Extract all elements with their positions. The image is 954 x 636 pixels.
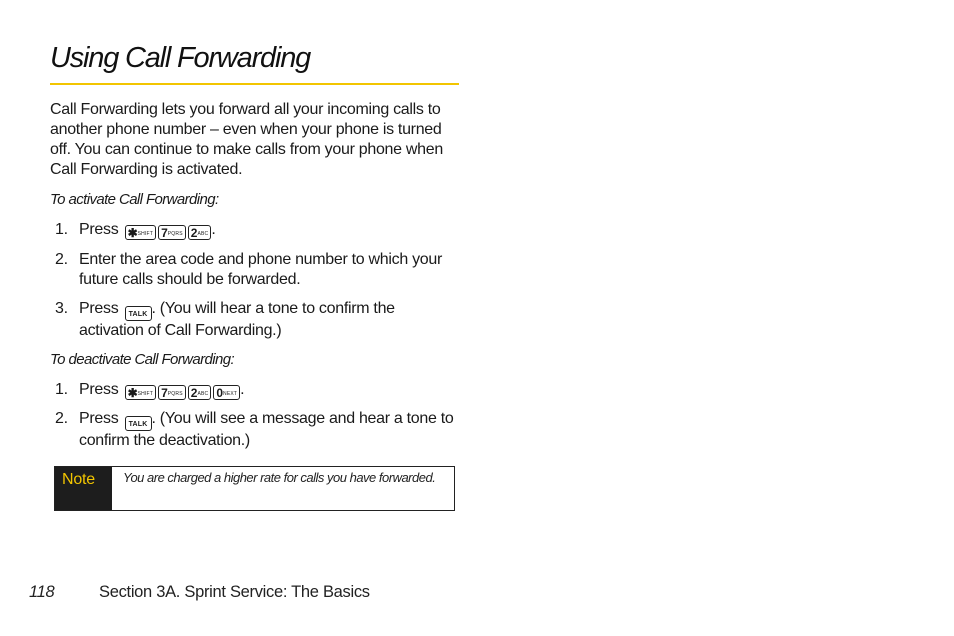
- step-prefix: Press: [79, 410, 119, 427]
- zero-next-key-icon: 0NEXT: [213, 385, 240, 400]
- step-suffix: .: [211, 221, 216, 238]
- step-prefix: Press: [79, 221, 119, 238]
- deactivate-step-2: [55, 409, 455, 449]
- step-text: Enter the area code and phone number to which your future calls should be forwarded.: [79, 251, 443, 288]
- talk-key-icon: TALK: [125, 416, 152, 431]
- seven-pqrs-key-icon: 7PQRS: [158, 225, 186, 240]
- step-prefix: Press: [79, 300, 119, 317]
- step-number: 1.: [55, 221, 68, 238]
- section-title: Section 3A. Sprint Service: The Basics: [99, 583, 370, 601]
- note-text: You are charged a higher rate for calls you have forwarded.: [123, 470, 436, 485]
- activate-step-2: [55, 250, 455, 290]
- deactivate-step-1: [55, 380, 455, 400]
- step-suffix: .: [240, 381, 245, 398]
- talk-key-icon: TALK: [125, 306, 152, 321]
- star-shift-key-icon: ✱SHIFT: [125, 225, 157, 240]
- page-number: 118: [29, 583, 55, 601]
- step-number: 2.: [55, 251, 68, 268]
- step-number: 3.: [55, 300, 68, 317]
- intro-paragraph: Call Forwarding lets you forward all your incoming calls to another phone number – even when your phone is turned off. You can continue to make calls from your phone when Call Forwarding is activated.: [50, 101, 443, 178]
- activate-step-3: [55, 299, 455, 339]
- activate-step-1: [55, 220, 455, 240]
- star-shift-key-icon: ✱SHIFT: [125, 385, 157, 400]
- step-suffix: . (You will see a message and hear a tone to confirm the deactivation.): [79, 410, 454, 449]
- step-prefix: Press: [79, 381, 119, 398]
- note-label: Note: [55, 467, 112, 510]
- two-abc-key-icon: 2ABC: [188, 225, 212, 240]
- step-suffix: . (You will hear a tone to confirm the activation of Call Forwarding.): [79, 300, 395, 339]
- step-number: 1.: [55, 381, 68, 398]
- step-number: 2.: [55, 410, 68, 427]
- two-abc-key-icon: 2ABC: [188, 385, 212, 400]
- activate-heading: To activate Call Forwarding:: [50, 191, 219, 208]
- note-box: [54, 466, 455, 511]
- title-underline: [50, 83, 459, 85]
- deactivate-heading: To deactivate Call Forwarding:: [50, 351, 235, 368]
- page-title: Using Call Forwarding: [50, 42, 311, 74]
- seven-pqrs-key-icon: 7PQRS: [158, 385, 186, 400]
